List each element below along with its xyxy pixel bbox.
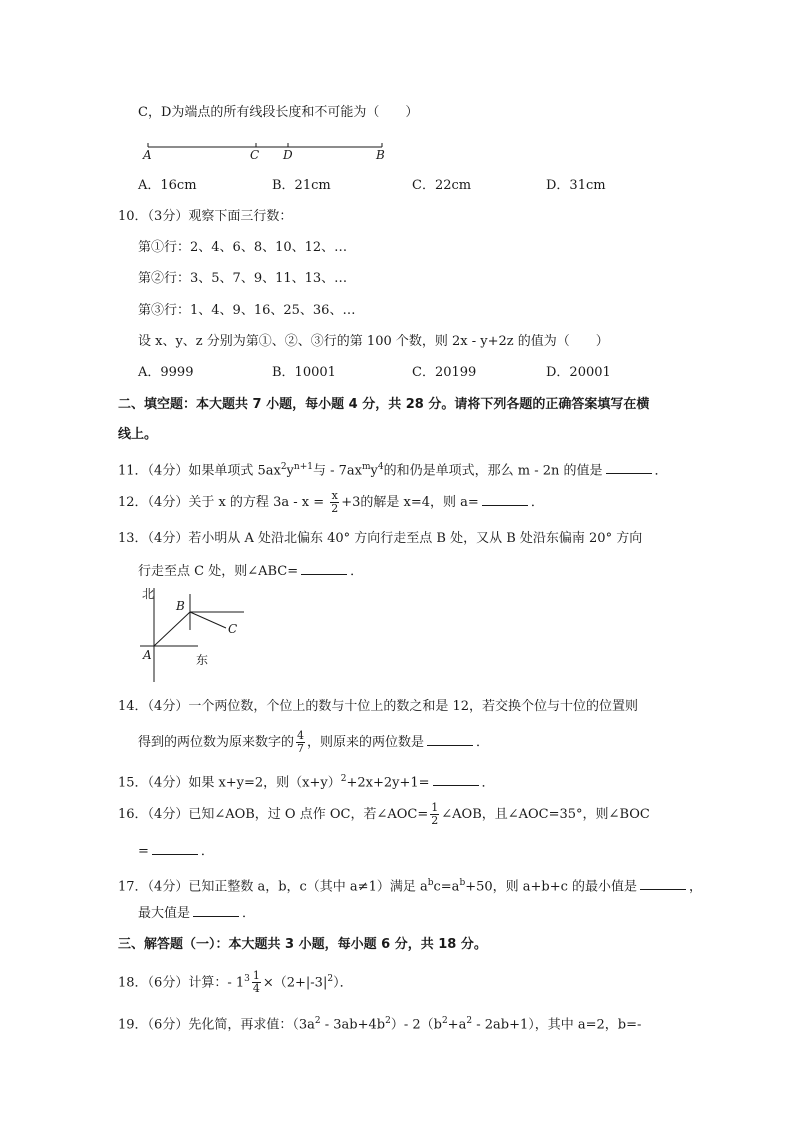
label-a: A: [143, 648, 152, 662]
label-c: C: [228, 622, 238, 636]
q16-line2: = ．: [138, 844, 214, 859]
east-label: 东: [196, 653, 209, 667]
section2-heading-line2: 线上。: [118, 427, 158, 442]
q10-option-c: C．20199: [412, 365, 477, 380]
q13-answer-blank[interactable]: [301, 562, 347, 575]
q9-option-d: D．31cm: [546, 178, 606, 193]
q14-fraction: $\frac{4}{7}$: [297, 729, 305, 755]
point-a-label: A: [143, 148, 152, 162]
q9-option-b: B．21cm: [272, 178, 331, 193]
q11-answer-blank[interactable]: [606, 461, 652, 474]
segment-figure: [138, 136, 398, 166]
q17-min-blank[interactable]: [640, 877, 686, 890]
q18-fraction: $\frac{1}{4}$: [252, 969, 260, 996]
q10-row2: 第②行：3、5、7、9、11、13、…: [138, 271, 348, 286]
north-label: 北: [142, 587, 155, 601]
point-d-label: D: [283, 148, 293, 162]
q9-option-c: C．22cm: [412, 178, 472, 193]
q13-line1: 13．（4分）若小明从 A 处沿北偏东 40° 方向行走至点 B 处，又从 B 处沿东偏南 20° 方向: [118, 531, 643, 546]
section3-heading: 三、解答题（一）：本大题共 3 小题，每小题 6 分，共 18 分。: [118, 937, 487, 952]
q11: 11．（4分）如果单项式 $5ax^2y^{n+1}$与 - $7ax^my^4$的和仍是单项式，那么 m - 2n 的值是 ．: [118, 462, 668, 479]
q17-line2: 最大值是 ．: [138, 906, 256, 921]
q10-option-a: A．9999: [138, 365, 194, 380]
q16-answer-blank[interactable]: [152, 842, 198, 855]
q14-line1: 14．（4分）一个两位数，个位上的数与十位上的数之和是 12，若交换个位与十位的位置则: [118, 699, 638, 714]
q16-fraction: $\frac{1}{2}$: [431, 801, 439, 827]
q10-row3: 第③行：1、4、9、16、25、36、…: [138, 303, 356, 318]
q10-row1: 第①行：2、4、6、8、10、12、…: [138, 240, 348, 255]
q13-line2: 行走至点 C 处，则∠ABC= ．: [138, 564, 364, 579]
q14-answer-blank[interactable]: [427, 733, 473, 746]
q9-option-a: A．16cm: [138, 178, 197, 193]
q12-fraction: $\frac{x}{2}$: [331, 489, 339, 515]
section2-heading-line1: 二、填空题：本大题共 7 小题，每小题 4 分，共 28 分。请将下列各题的正确答案填写在横: [118, 397, 650, 412]
direction-figure: [136, 584, 276, 684]
q17-line1: 17．（4分）已知正整数 a，b，c（其中 a≠1）满足 $a^bc=a^b+50$，则 a+b+c 的最小值是 ，: [118, 878, 703, 895]
q12-answer-blank[interactable]: [482, 493, 528, 506]
q18: 18．（6分）计算：- $1^3$ $\frac{1}{4}$ $\times(2+|-3|^2)$．: [118, 969, 353, 996]
q16-line1: 16．（4分）已知∠AOB，过 O 点作 OC，若∠AOC= $\frac{1}{2}$ ∠AOB，且∠AOC=35°，则∠BOC: [118, 801, 650, 827]
q15-answer-blank[interactable]: [433, 773, 479, 786]
q10-question: 设 x、y、z 分别为第①、②、③行的第 100 个数，则 2x - y+2z 的值为（ ）: [138, 334, 609, 349]
point-c-label: C: [250, 148, 260, 162]
label-b: B: [176, 599, 185, 613]
q10-stem: 10．（3分）观察下面三行数：: [118, 209, 293, 224]
q12: 12．（4分）关于 x 的方程 3a - x = $\frac{x}{2}$ +3的解是 x=4，则 a= ．: [118, 489, 544, 515]
q9-stem-tail: C，D为端点的所有线段长度和不可能为（ ）: [138, 105, 419, 120]
point-b-label: B: [376, 148, 385, 162]
q17-max-blank[interactable]: [193, 904, 239, 917]
q19: 19．（6分）先化简，再求值：$(3a^2 - 3ab+4b^2)-$ $2(b^2+a^2 - 2ab+1)$，其中 a=2，b=-: [118, 1016, 642, 1033]
q15: 15．（4分）如果 x+y=2，则$(x+y)^2+2x+2y+1=$ ．: [118, 774, 495, 791]
q14-line2: 得到的两位数为原来数字的 $\frac{4}{7}$ ，则原来的两位数是 ．: [138, 729, 490, 755]
q10-option-d: D．20001: [546, 365, 611, 380]
q10-option-b: B．10001: [272, 365, 336, 380]
